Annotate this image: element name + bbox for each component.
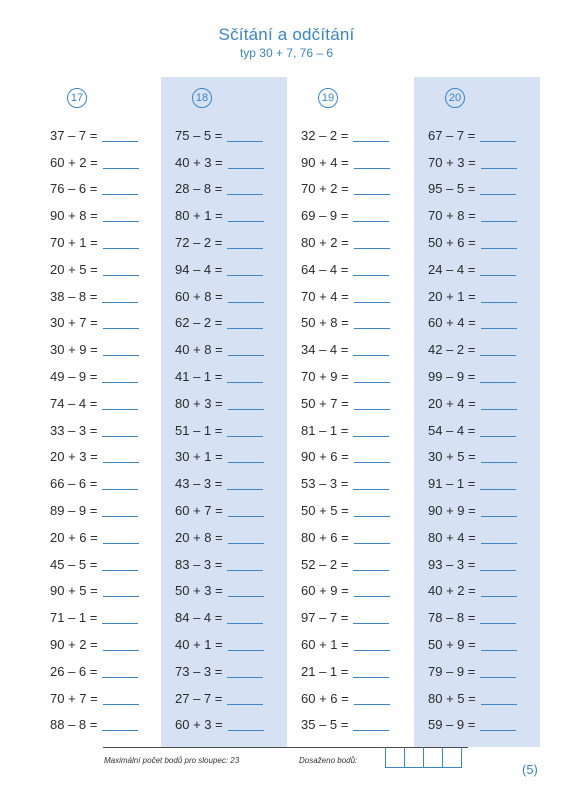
answer-blank[interactable] xyxy=(481,595,517,597)
answer-blank[interactable] xyxy=(480,622,516,624)
answer-blank[interactable] xyxy=(354,649,390,651)
exercise-expression: 60 + 8 = xyxy=(175,288,223,304)
exercise-row xyxy=(36,626,162,653)
exercise-expression: 30 + 7 = xyxy=(50,315,98,331)
answer-blank[interactable] xyxy=(480,435,516,437)
exercise-row xyxy=(414,224,540,251)
exercise-row xyxy=(161,519,287,546)
exercise-expression: 50 + 5 = xyxy=(301,502,349,518)
exercise-row xyxy=(36,599,162,626)
exercise-expression: 33 – 3 = xyxy=(50,422,98,438)
exercise-expression: 62 – 2 = xyxy=(175,315,223,331)
answer-blank[interactable] xyxy=(103,274,139,276)
exercise-expression: 70 + 9 = xyxy=(301,368,349,384)
max-points-label: Maximální počet bodů pro sloupec: 23 xyxy=(104,756,240,765)
answer-blank[interactable] xyxy=(102,729,138,731)
exercise-expression: 67 – 7 = xyxy=(428,127,476,143)
exercise-row xyxy=(36,305,162,332)
exercise-row xyxy=(161,144,287,171)
exercise-expression: 38 – 8 = xyxy=(50,288,98,304)
exercise-expression: 27 – 7 = xyxy=(175,690,223,706)
exercise-row xyxy=(161,171,287,198)
answer-blank[interactable] xyxy=(480,381,516,383)
answer-blank[interactable] xyxy=(227,381,263,383)
exercise-row xyxy=(161,465,287,492)
exercise-row xyxy=(287,305,413,332)
exercise-row xyxy=(287,546,413,573)
exercise-row xyxy=(36,653,162,680)
answer-blank[interactable] xyxy=(102,435,138,437)
exercise-row xyxy=(287,224,413,251)
exercise-expression: 90 + 4 = xyxy=(301,154,349,170)
exercise-row xyxy=(36,144,162,171)
achieved-points-label: Dosaženo bodů: xyxy=(299,756,358,765)
exercise-expression: 94 – 4 = xyxy=(175,261,223,277)
exercise-row xyxy=(414,144,540,171)
exercise-row xyxy=(414,412,540,439)
answer-blank[interactable] xyxy=(102,488,138,490)
answer-blank[interactable] xyxy=(354,703,390,705)
answer-blank[interactable] xyxy=(102,676,138,678)
answer-blank[interactable] xyxy=(481,167,517,169)
exercise-expression: 83 – 3 = xyxy=(175,556,223,572)
answer-blank[interactable] xyxy=(354,247,390,249)
exercise-row xyxy=(36,358,162,385)
exercise-expression: 21 – 1 = xyxy=(301,663,349,679)
exercise-expression: 91 – 1 = xyxy=(428,476,476,492)
exercise-expression: 40 + 8 = xyxy=(175,342,223,358)
exercise-expression: 70 + 1 = xyxy=(50,234,98,250)
exercise-expression: 60 + 3 = xyxy=(175,717,223,733)
answer-blank[interactable] xyxy=(353,435,389,437)
score-box[interactable] xyxy=(385,747,405,768)
answer-blank[interactable] xyxy=(353,569,389,571)
exercise-expression: 73 – 3 = xyxy=(175,663,223,679)
exercise-expression: 80 + 3 = xyxy=(175,395,223,411)
exercise-expression: 88 – 8 = xyxy=(50,717,98,733)
exercise-row xyxy=(287,626,413,653)
exercise-expression: 90 + 2 = xyxy=(50,636,98,652)
answer-blank[interactable] xyxy=(481,703,517,705)
exercise-expression: 30 + 5 = xyxy=(428,449,476,465)
exercise-expression: 60 + 7 = xyxy=(175,502,223,518)
answer-blank[interactable] xyxy=(228,408,264,410)
exercise-expression: 93 – 3 = xyxy=(428,556,476,572)
exercise-expression: 71 – 1 = xyxy=(50,610,98,626)
exercise-row xyxy=(414,358,540,385)
exercise-expression: 20 + 1 = xyxy=(428,288,476,304)
exercise-row xyxy=(161,680,287,707)
answer-blank[interactable] xyxy=(228,595,264,597)
exercise-column-20 xyxy=(414,88,540,733)
exercise-row xyxy=(36,492,162,519)
answer-blank[interactable] xyxy=(353,676,389,678)
answer-blank[interactable] xyxy=(103,167,139,169)
answer-blank[interactable] xyxy=(480,729,516,731)
page-number: (5) xyxy=(522,762,538,777)
exercise-expression: 70 + 4 = xyxy=(301,288,349,304)
exercise-row xyxy=(36,385,162,412)
answer-blank[interactable] xyxy=(103,354,139,356)
answer-blank[interactable] xyxy=(481,461,517,463)
answer-blank[interactable] xyxy=(227,247,263,249)
column-number-badge: 17 xyxy=(67,88,87,108)
exercise-expression: 28 – 8 = xyxy=(175,181,223,197)
exercise-row xyxy=(161,626,287,653)
exercise-expression: 60 + 9 = xyxy=(301,583,349,599)
column-number-badge: 19 xyxy=(318,88,338,108)
exercise-row xyxy=(36,546,162,573)
exercise-row xyxy=(414,707,540,734)
answer-blank[interactable] xyxy=(227,140,263,142)
answer-blank[interactable] xyxy=(354,595,390,597)
answer-blank[interactable] xyxy=(103,461,139,463)
answer-blank[interactable] xyxy=(103,649,139,651)
exercise-row xyxy=(287,707,413,734)
answer-blank[interactable] xyxy=(228,461,264,463)
exercise-expression: 80 + 6 = xyxy=(301,529,349,545)
exercise-row xyxy=(287,492,413,519)
exercise-row xyxy=(414,519,540,546)
answer-blank[interactable] xyxy=(353,354,389,356)
exercise-row xyxy=(287,680,413,707)
page-title: Sčítání a odčítání xyxy=(218,25,355,44)
exercise-expression: 24 – 4 = xyxy=(428,261,476,277)
exercise-row xyxy=(287,331,413,358)
answer-blank[interactable] xyxy=(481,247,517,249)
exercise-expression: 30 + 9 = xyxy=(50,342,98,358)
answer-blank[interactable] xyxy=(481,515,517,517)
answer-blank[interactable] xyxy=(480,354,516,356)
exercise-row xyxy=(161,251,287,278)
exercise-expression: 69 – 9 = xyxy=(301,208,349,224)
exercise-row xyxy=(414,251,540,278)
exercise-row xyxy=(414,546,540,573)
answer-blank[interactable] xyxy=(353,622,389,624)
answer-blank[interactable] xyxy=(102,515,138,517)
answer-blank[interactable] xyxy=(354,408,390,410)
answer-blank[interactable] xyxy=(227,327,263,329)
exercise-expression: 50 + 8 = xyxy=(301,315,349,331)
column-number-badge: 20 xyxy=(445,88,465,108)
exercise-column-18 xyxy=(161,88,287,733)
exercise-expression: 80 + 1 = xyxy=(175,208,223,224)
exercise-expression: 30 + 1 = xyxy=(175,449,223,465)
answer-blank[interactable] xyxy=(354,542,390,544)
exercise-expression: 70 + 8 = xyxy=(428,208,476,224)
exercise-expression: 60 + 1 = xyxy=(301,636,349,652)
exercise-expression: 40 + 1 = xyxy=(175,636,223,652)
answer-blank[interactable] xyxy=(102,622,138,624)
answer-blank[interactable] xyxy=(228,649,264,651)
answer-blank[interactable] xyxy=(353,274,389,276)
exercise-row xyxy=(161,573,287,600)
answer-blank[interactable] xyxy=(227,622,263,624)
exercise-row xyxy=(36,412,162,439)
exercise-row xyxy=(36,171,162,198)
exercise-expression: 53 – 3 = xyxy=(301,476,349,492)
exercise-row xyxy=(161,707,287,734)
exercise-row xyxy=(287,439,413,466)
exercise-expression: 79 – 9 = xyxy=(428,663,476,679)
answer-blank[interactable] xyxy=(228,515,264,517)
answer-blank[interactable] xyxy=(228,167,264,169)
exercise-row xyxy=(414,653,540,680)
answer-blank[interactable] xyxy=(103,327,139,329)
exercise-expression: 90 + 6 = xyxy=(301,449,349,465)
exercise-row xyxy=(414,117,540,144)
exercise-expression: 90 + 9 = xyxy=(428,502,476,518)
exercise-row xyxy=(161,278,287,305)
answer-blank[interactable] xyxy=(353,140,389,142)
answer-blank[interactable] xyxy=(227,676,263,678)
exercise-expression: 78 – 8 = xyxy=(428,610,476,626)
exercise-expression: 90 + 5 = xyxy=(50,583,98,599)
answer-blank[interactable] xyxy=(480,274,516,276)
exercise-expression: 35 – 5 = xyxy=(301,717,349,733)
exercise-expression: 50 + 9 = xyxy=(428,636,476,652)
exercise-row xyxy=(287,465,413,492)
answer-blank[interactable] xyxy=(480,488,516,490)
exercise-expression: 59 – 9 = xyxy=(428,717,476,733)
exercise-row xyxy=(287,599,413,626)
answer-blank[interactable] xyxy=(103,220,139,222)
exercise-expression: 49 – 9 = xyxy=(50,368,98,384)
answer-blank[interactable] xyxy=(228,301,264,303)
exercise-expression: 26 – 6 = xyxy=(50,663,98,679)
exercise-expression: 99 – 9 = xyxy=(428,368,476,384)
score-box[interactable] xyxy=(423,747,443,768)
answer-blank[interactable] xyxy=(481,301,517,303)
exercise-row xyxy=(36,251,162,278)
exercise-expression: 89 – 9 = xyxy=(50,502,98,518)
answer-blank[interactable] xyxy=(102,193,138,195)
exercise-expression: 76 – 6 = xyxy=(50,181,98,197)
exercise-row xyxy=(161,439,287,466)
exercise-row xyxy=(36,439,162,466)
exercise-expression: 70 + 3 = xyxy=(428,154,476,170)
exercise-expression: 80 + 2 = xyxy=(301,234,349,250)
score-box[interactable] xyxy=(442,747,462,768)
exercise-row xyxy=(161,117,287,144)
score-box[interactable] xyxy=(404,747,424,768)
exercise-expression: 84 – 4 = xyxy=(175,610,223,626)
exercise-row xyxy=(414,465,540,492)
exercise-expression: 60 + 2 = xyxy=(50,154,98,170)
exercise-row xyxy=(287,573,413,600)
exercise-row xyxy=(287,117,413,144)
answer-blank[interactable] xyxy=(103,595,139,597)
answer-blank[interactable] xyxy=(354,327,390,329)
exercise-row xyxy=(414,439,540,466)
exercise-row xyxy=(161,412,287,439)
answer-blank[interactable] xyxy=(102,140,138,142)
exercise-expression: 81 – 1 = xyxy=(301,422,349,438)
exercise-row xyxy=(414,680,540,707)
answer-blank[interactable] xyxy=(481,327,517,329)
answer-blank[interactable] xyxy=(228,542,264,544)
exercise-expression: 45 – 5 = xyxy=(50,556,98,572)
exercise-row xyxy=(414,278,540,305)
exercise-row xyxy=(287,385,413,412)
exercise-expression: 95 – 5 = xyxy=(428,181,476,197)
exercise-expression: 20 + 6 = xyxy=(50,529,98,545)
exercise-expression: 32 – 2 = xyxy=(301,127,349,143)
exercise-row xyxy=(414,626,540,653)
exercise-row xyxy=(161,385,287,412)
answer-blank[interactable] xyxy=(481,649,517,651)
exercise-row xyxy=(287,197,413,224)
exercise-row xyxy=(414,573,540,600)
answer-blank[interactable] xyxy=(353,220,389,222)
answer-blank[interactable] xyxy=(481,408,517,410)
exercise-row xyxy=(287,519,413,546)
exercise-row xyxy=(287,144,413,171)
exercise-expression: 20 + 8 = xyxy=(175,529,223,545)
answer-blank[interactable] xyxy=(353,729,389,731)
exercise-row xyxy=(414,197,540,224)
exercise-expression: 90 + 8 = xyxy=(50,208,98,224)
exercise-row xyxy=(161,546,287,573)
exercise-expression: 40 + 2 = xyxy=(428,583,476,599)
exercise-row xyxy=(414,171,540,198)
exercise-row xyxy=(287,251,413,278)
exercise-row xyxy=(36,117,162,144)
exercise-row xyxy=(36,573,162,600)
exercise-expression: 37 – 7 = xyxy=(50,127,98,143)
exercise-row xyxy=(36,680,162,707)
exercise-row xyxy=(36,331,162,358)
exercise-expression: 60 + 6 = xyxy=(301,690,349,706)
exercise-row xyxy=(287,278,413,305)
exercise-expression: 72 – 2 = xyxy=(175,234,223,250)
answer-blank[interactable] xyxy=(228,220,264,222)
answer-blank[interactable] xyxy=(228,354,264,356)
exercise-row xyxy=(161,197,287,224)
answer-blank[interactable] xyxy=(103,703,139,705)
exercise-column-19 xyxy=(287,88,413,733)
exercise-expression: 80 + 4 = xyxy=(428,529,476,545)
column-number-badge: 18 xyxy=(192,88,212,108)
answer-blank[interactable] xyxy=(227,569,263,571)
answer-blank[interactable] xyxy=(481,220,517,222)
answer-blank[interactable] xyxy=(228,729,264,731)
answer-blank[interactable] xyxy=(227,703,263,705)
exercise-expression: 20 + 5 = xyxy=(50,261,98,277)
answer-blank[interactable] xyxy=(481,542,517,544)
answer-blank[interactable] xyxy=(353,488,389,490)
exercise-row xyxy=(414,331,540,358)
exercise-row xyxy=(414,492,540,519)
exercise-row xyxy=(161,305,287,332)
exercise-expression: 50 + 3 = xyxy=(175,583,223,599)
exercise-expression: 70 + 2 = xyxy=(301,181,349,197)
exercise-row xyxy=(36,278,162,305)
exercise-expression: 66 – 6 = xyxy=(50,476,98,492)
exercise-row xyxy=(287,412,413,439)
answer-blank[interactable] xyxy=(354,515,390,517)
exercise-expression: 74 – 4 = xyxy=(50,395,98,411)
exercise-expression: 34 – 4 = xyxy=(301,342,349,358)
exercise-row xyxy=(287,358,413,385)
answer-blank[interactable] xyxy=(227,193,263,195)
exercise-expression: 64 – 4 = xyxy=(301,261,349,277)
exercise-row xyxy=(36,197,162,224)
exercise-row xyxy=(36,707,162,734)
exercise-row xyxy=(287,171,413,198)
answer-blank[interactable] xyxy=(480,676,516,678)
exercise-row xyxy=(161,331,287,358)
exercise-expression: 50 + 6 = xyxy=(428,234,476,250)
exercise-expression: 20 + 4 = xyxy=(428,395,476,411)
exercise-row xyxy=(36,224,162,251)
exercise-expression: 54 – 4 = xyxy=(428,422,476,438)
answer-blank[interactable] xyxy=(103,247,139,249)
answer-blank[interactable] xyxy=(354,193,390,195)
answer-blank[interactable] xyxy=(480,193,516,195)
exercise-row xyxy=(36,519,162,546)
exercise-row xyxy=(161,653,287,680)
exercise-expression: 43 – 3 = xyxy=(175,476,223,492)
answer-blank[interactable] xyxy=(102,301,138,303)
answer-blank[interactable] xyxy=(227,274,263,276)
answer-blank[interactable] xyxy=(102,408,138,410)
exercise-expression: 97 – 7 = xyxy=(301,610,349,626)
page-subtitle: typ 30 + 7, 76 – 6 xyxy=(239,46,334,60)
exercise-expression: 80 + 5 = xyxy=(428,690,476,706)
exercise-expression: 60 + 4 = xyxy=(428,315,476,331)
answer-blank[interactable] xyxy=(102,569,138,571)
exercise-row xyxy=(414,599,540,626)
answer-blank[interactable] xyxy=(103,542,139,544)
exercise-expression: 40 + 3 = xyxy=(175,154,223,170)
exercise-expression: 41 – 1 = xyxy=(175,368,223,384)
exercise-expression: 20 + 3 = xyxy=(50,449,98,465)
answer-blank[interactable] xyxy=(227,435,263,437)
exercise-column-17 xyxy=(36,88,162,733)
exercise-expression: 70 + 7 = xyxy=(50,690,98,706)
answer-blank[interactable] xyxy=(480,140,516,142)
exercise-row xyxy=(414,385,540,412)
answer-blank[interactable] xyxy=(102,381,138,383)
exercise-row xyxy=(161,599,287,626)
answer-blank[interactable] xyxy=(354,461,390,463)
answer-blank[interactable] xyxy=(480,569,516,571)
exercise-row xyxy=(414,305,540,332)
exercise-row xyxy=(161,224,287,251)
answer-blank[interactable] xyxy=(354,167,390,169)
exercise-row xyxy=(287,653,413,680)
exercise-expression: 51 – 1 = xyxy=(175,422,223,438)
exercise-row xyxy=(36,465,162,492)
exercise-expression: 42 – 2 = xyxy=(428,342,476,358)
answer-blank[interactable] xyxy=(227,488,263,490)
score-boxes xyxy=(385,747,461,768)
exercise-row xyxy=(161,358,287,385)
answer-blank[interactable] xyxy=(354,301,390,303)
answer-blank[interactable] xyxy=(354,381,390,383)
exercise-expression: 75 – 5 = xyxy=(175,127,223,143)
exercise-expression: 50 + 7 = xyxy=(301,395,349,411)
exercise-expression: 52 – 2 = xyxy=(301,556,349,572)
exercise-row xyxy=(161,492,287,519)
